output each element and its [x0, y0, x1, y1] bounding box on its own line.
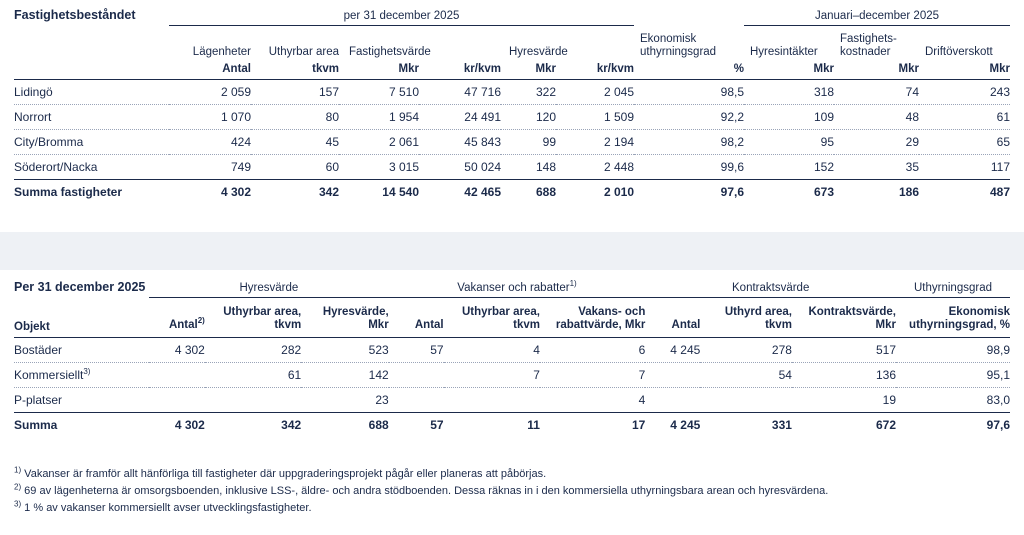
table2-column-header-row — [14, 297, 1010, 338]
col-header-uthyrbar1-line1: Uthyrbar area, — [223, 305, 302, 318]
col-header-fastighetsvarde: Fastighetsvärde — [349, 45, 431, 58]
cell-summa-fastighetskostnader: 186 — [834, 179, 919, 204]
cell-summa2-uthyrbar-area: 342 — [205, 413, 301, 438]
cell-city-hyresvarde-krkvm: 2 194 — [556, 129, 634, 154]
cell-summa-hyresvarde-mkr: 688 — [501, 179, 556, 204]
cell-kommersiellt-uthyrd-area: 54 — [700, 363, 792, 388]
lettings-table — [14, 280, 1010, 437]
cell-summa-tkvm: 342 — [251, 179, 339, 204]
table2-group-header-hyresvarde: Hyresvärde — [149, 280, 389, 297]
cell-norrort-tkvm: 80 — [251, 104, 339, 129]
col-header-uthyrd-area — [700, 297, 792, 338]
cell-kommersiellt-hyresvarde: 142 — [301, 363, 388, 388]
cell-soderort-tkvm: 60 — [251, 154, 339, 179]
cell-bostader-hyresvarde: 523 — [301, 338, 388, 363]
footnote-2 — [14, 483, 1004, 500]
cell-summa-fastighetsvarde-mkr: 14 540 — [339, 179, 419, 204]
table-row — [14, 154, 1010, 179]
cell-pplatser-hyresvarde: 23 — [301, 388, 388, 413]
col-header-uthyrbar-area-vakanser — [444, 297, 540, 338]
unit-header-mkr-driftoverskott: Mkr — [919, 59, 1010, 80]
property-portfolio-table-container — [14, 8, 1010, 204]
cell-bostader-kontraktsvarde: 517 — [792, 338, 896, 363]
col-header-hyresvarde-mkr — [301, 297, 388, 338]
cell-norrort-fastighetskostnader: 48 — [834, 104, 919, 129]
col-header-uthyrbar2-line2: tkvm — [513, 319, 540, 332]
cell-city-fastighetsvarde-krkvm: 45 843 — [419, 129, 501, 154]
cell-norrort-antal: 1 070 — [169, 104, 251, 129]
row-label-p-platser-text: P-platser — [14, 393, 63, 408]
table-row — [14, 129, 1010, 154]
cell-kommersiellt-uthyrbar-area: 61 — [205, 363, 301, 388]
cell-summa2-uthyrningsgrad: 97,6 — [896, 413, 1010, 438]
table2-group-header-uthyrningsgrad: Uthyrningsgrad — [896, 280, 1010, 297]
cell-bostader-antal-hyresvarde: 4 302 — [149, 338, 205, 363]
unit-header-mkr-fastighetskostnader: Mkr — [834, 59, 919, 80]
table-row — [14, 363, 1010, 388]
cell-lidingo-hyresvarde-mkr: 322 — [501, 79, 556, 104]
cell-lidingo-antal: 2 059 — [169, 79, 251, 104]
footnote-3 — [14, 500, 1004, 517]
col-header-vakans-line1: Vakans- och — [578, 305, 646, 318]
cell-summa2-uthyrd-area: 331 — [700, 413, 792, 438]
cell-summa2-antal-kontrakt: 4 245 — [645, 413, 700, 438]
cell-kommersiellt-vakansvarde: 7 — [540, 363, 645, 388]
table1-total-row — [14, 179, 1010, 204]
row-label-summa: Summa — [14, 413, 149, 438]
row-label-bostader-text: Bostäder — [14, 343, 63, 358]
cell-summa2-kontraktsvarde: 672 — [792, 413, 896, 438]
cell-pplatser-vakans-area — [444, 388, 540, 413]
cell-kommersiellt-antal-hyresvarde — [149, 363, 205, 388]
cell-summa-fastighetsvarde-krkvm: 42 465 — [419, 179, 501, 204]
col-header-kontraktsvarde-mkr — [792, 297, 896, 338]
cell-norrort-hyresvarde-krkvm: 1 509 — [556, 104, 634, 129]
row-label-kommersiellt-text: Kommersiellt — [14, 368, 84, 383]
row-label-norrort: Norrort — [14, 104, 169, 129]
cell-city-hyresintakter: 95 — [744, 129, 834, 154]
cell-kommersiellt-vakans-area: 7 — [444, 363, 540, 388]
cell-soderort-fastighetsvarde-krkvm: 50 024 — [419, 154, 501, 179]
cell-pplatser-antal-vakanser — [389, 388, 444, 413]
col-header-ekonomisk-line1: Ekonomisk — [640, 32, 697, 45]
cell-norrort-uthyrningsgrad: 92,2 — [634, 104, 744, 129]
cell-lidingo-tkvm: 157 — [251, 79, 339, 104]
table1-group-header-period2: Januari–december 2025 — [744, 8, 1010, 25]
col-header-vakans-line2: rabattvärde, Mkr — [555, 319, 646, 332]
footnote-2-text: 69 av lägenheterna är omsorgsboenden, inklusive LSS-, äldre- och andra stödboenden. Dessa räknas in i den kommersiella uthyrningsbara arean och hyresvärdena. — [21, 485, 829, 498]
cell-summa-hyresvarde-krkvm: 2 010 — [556, 179, 634, 204]
cell-city-driftoverskott: 65 — [919, 129, 1010, 154]
table-row — [14, 104, 1010, 129]
table-row — [14, 338, 1010, 363]
cell-summa2-vakans-area: 11 — [444, 413, 540, 438]
cell-pplatser-uthyrd-area — [700, 388, 792, 413]
col-header-fastighets-line1: Fastighets- — [840, 32, 897, 45]
col-header-kontrakt-line1: Kontraktsvärde, — [808, 305, 896, 318]
col-header-hyresvarde: Hyresvärde — [509, 45, 568, 58]
section-separator-band — [0, 232, 1024, 270]
cell-norrort-driftoverskott: 61 — [919, 104, 1010, 129]
cell-soderort-hyresvarde-mkr: 148 — [501, 154, 556, 179]
cell-bostader-uthyrningsgrad: 98,9 — [896, 338, 1010, 363]
col-header-uthyrbar1-line2: tkvm — [274, 319, 302, 332]
cell-kommersiellt-antal-kontrakt — [645, 363, 700, 388]
cell-summa2-hyresvarde: 688 — [301, 413, 388, 438]
col-header-fastighetskostnader — [834, 25, 919, 59]
cell-summa-antal: 4 302 — [169, 179, 251, 204]
table2-group-header-row — [14, 280, 1010, 297]
cell-soderort-hyresintakter: 152 — [744, 154, 834, 179]
col-header-antal-hyresvarde — [149, 297, 205, 338]
cell-kommersiellt-uthyrningsgrad: 95,1 — [896, 363, 1010, 388]
table1-group-header-row — [14, 8, 1010, 25]
cell-pplatser-antal-hyresvarde — [149, 388, 205, 413]
cell-lidingo-fastighetsvarde-krkvm: 47 716 — [419, 79, 501, 104]
cell-norrort-hyresvarde-mkr: 120 — [501, 104, 556, 129]
col-header-uthyrbar2-line1: Uthyrbar area, — [461, 305, 540, 318]
table2-title: Per 31 december 2025 — [14, 280, 146, 294]
col-header-ekonomisk2-line2: uthyrningsgrad, % — [909, 319, 1010, 332]
cell-city-fastighetskostnader: 29 — [834, 129, 919, 154]
footnote-1-text: Vakanser är framför allt hänförliga till fastigheter där uppgraderingsprojekt pågår eller planeras att påbörjas. — [21, 468, 547, 480]
cell-soderort-fastighetskostnader: 35 — [834, 154, 919, 179]
row-label-p-platser — [14, 388, 149, 413]
col-header-ekonomisk-uthyrningsgrad-procent — [896, 297, 1010, 338]
col-header-antal-hyresvarde-mark: 2) — [197, 316, 205, 326]
row-label-city-bromma: City/Bromma — [14, 129, 169, 154]
col-header-antal-vakanser: Antal — [389, 297, 444, 338]
footnote-3-mark: 3) — [14, 499, 22, 509]
footnote-2-mark: 2) — [14, 482, 22, 492]
cell-city-antal: 424 — [169, 129, 251, 154]
col-header-ekonomisk-line2: uthyrningsgrad — [640, 45, 717, 58]
col-header-hyresvarde-line2: Mkr — [368, 319, 389, 332]
cell-bostader-uthyrbar-area: 282 — [205, 338, 301, 363]
cell-kommersiellt-antal-vakanser — [389, 363, 444, 388]
table1-column-header-row — [14, 25, 1010, 59]
cell-norrort-fastighetsvarde-mkr: 1 954 — [339, 104, 419, 129]
cell-soderort-fastighetsvarde-mkr: 3 015 — [339, 154, 419, 179]
table2-group-header-kontraktsvarde: Kontraktsvärde — [645, 280, 896, 297]
cell-pplatser-kontraktsvarde: 19 — [792, 388, 896, 413]
col-header-vakans-rabattvarde — [540, 297, 645, 338]
cell-soderort-antal: 749 — [169, 154, 251, 179]
table-row — [14, 388, 1010, 413]
unit-header-tkvm: tkvm — [251, 59, 339, 80]
cell-summa-uthyrningsgrad: 97,6 — [634, 179, 744, 204]
cell-bostader-uthyrd-area: 278 — [700, 338, 792, 363]
row-label-bostader — [14, 338, 149, 363]
footnote-1-mark: 1) — [14, 465, 22, 475]
col-header-antal-kontrakt: Antal — [645, 297, 700, 338]
cell-kommersiellt-kontraktsvarde: 136 — [792, 363, 896, 388]
lettings-table-container — [14, 280, 1010, 437]
col-header-driftoverskott: Driftöverskott — [925, 45, 993, 58]
cell-lidingo-fastighetskostnader: 74 — [834, 79, 919, 104]
col-header-hyresintakter: Hyresintäkter — [750, 45, 818, 58]
col-header-uthyrbar-area: Uthyrbar area — [268, 45, 339, 58]
unit-header-antal: Antal — [169, 59, 251, 80]
cell-summa-driftoverskott: 487 — [919, 179, 1010, 204]
cell-city-uthyrningsgrad: 98,2 — [634, 129, 744, 154]
cell-lidingo-driftoverskott: 243 — [919, 79, 1010, 104]
unit-header-krkvm-fastighetsvarde: kr/kvm — [419, 59, 501, 80]
cell-city-tkvm: 45 — [251, 129, 339, 154]
property-portfolio-table — [14, 8, 1010, 204]
footnotes — [14, 466, 1004, 517]
cell-pplatser-vakansvarde: 4 — [540, 388, 645, 413]
cell-bostader-vakans-area: 4 — [444, 338, 540, 363]
footnote-3-text: 1 % av vakanser kommersiellt avser utvecklingsfastigheter. — [21, 502, 312, 515]
cell-summa2-antal-hyresvarde: 4 302 — [149, 413, 205, 438]
row-label-summa-fastigheter: Summa fastigheter — [14, 179, 169, 204]
cell-soderort-hyresvarde-krkvm: 2 448 — [556, 154, 634, 179]
cell-soderort-uthyrningsgrad: 99,6 — [634, 154, 744, 179]
cell-bostader-antal-vakanser: 57 — [389, 338, 444, 363]
table2-total-row — [14, 413, 1010, 438]
table1-title: Fastighetsbeståndet — [14, 8, 136, 22]
row-label-lidingo: Lidingö — [14, 79, 169, 104]
cell-bostader-antal-kontrakt: 4 245 — [645, 338, 700, 363]
unit-header-krkvm-hyresvarde: kr/kvm — [556, 59, 634, 80]
unit-header-procent: % — [634, 59, 744, 80]
row-label-kommersiellt — [14, 363, 149, 388]
col-header-ekonomisk-uthyrningsgrad — [634, 25, 744, 59]
cell-soderort-driftoverskott: 117 — [919, 154, 1010, 179]
unit-header-mkr-hyresintakter: Mkr — [744, 59, 834, 80]
cell-pplatser-uthyrbar-area — [205, 388, 301, 413]
cell-pplatser-uthyrningsgrad: 83,0 — [896, 388, 1010, 413]
table2-group-header-vakanser-label: Vakanser och rabatter — [457, 281, 570, 294]
footnote-1 — [14, 466, 1004, 483]
cell-lidingo-hyresvarde-krkvm: 2 045 — [556, 79, 634, 104]
cell-norrort-hyresintakter: 109 — [744, 104, 834, 129]
cell-lidingo-hyresintakter: 318 — [744, 79, 834, 104]
cell-lidingo-uthyrningsgrad: 98,5 — [634, 79, 744, 104]
col-header-kontrakt-line2: Mkr — [875, 319, 896, 332]
cell-lidingo-fastighetsvarde-mkr: 7 510 — [339, 79, 419, 104]
cell-city-fastighetsvarde-mkr: 2 061 — [339, 129, 419, 154]
table1-group-header-period1: per 31 december 2025 — [169, 8, 634, 25]
unit-header-mkr-hyresvarde: Mkr — [501, 59, 556, 80]
col-header-objekt: Objekt — [14, 297, 149, 338]
row-label-soderort-nacka: Söderort/Nacka — [14, 154, 169, 179]
table2-group-header-vakanser-mark: 1) — [569, 278, 577, 288]
col-header-fastighets-line2: kostnader — [840, 45, 891, 58]
row-label-kommersiellt-mark: 3) — [83, 367, 91, 377]
col-header-lagenheter: Lägenheter — [192, 45, 251, 58]
unit-header-mkr-fastighetsvarde: Mkr — [339, 59, 419, 80]
col-header-uthyrbar-area-hyresvarde — [205, 297, 301, 338]
cell-city-hyresvarde-mkr: 99 — [501, 129, 556, 154]
unit-header-empty — [14, 59, 169, 80]
cell-pplatser-antal-kontrakt — [645, 388, 700, 413]
col-header-hyresvarde-line1: Hyresvärde, — [322, 305, 389, 318]
col-header-uthyrd-line2: tkvm — [765, 319, 792, 332]
table2-group-header-vakanser — [389, 280, 646, 297]
col-header-ekonomisk2-line1: Ekonomisk — [948, 305, 1010, 318]
cell-summa-hyresintakter: 673 — [744, 179, 834, 204]
cell-summa2-vakansvarde: 17 — [540, 413, 645, 438]
table-row — [14, 79, 1010, 104]
cell-summa2-antal-vakanser: 57 — [389, 413, 444, 438]
col-header-antal-hyresvarde-label: Antal — [168, 319, 198, 332]
cell-bostader-vakansvarde: 6 — [540, 338, 645, 363]
col-header-uthyrd-line1: Uthyrd area, — [724, 305, 792, 318]
cell-norrort-fastighetsvarde-krkvm: 24 491 — [419, 104, 501, 129]
table1-unit-header-row — [14, 59, 1010, 80]
